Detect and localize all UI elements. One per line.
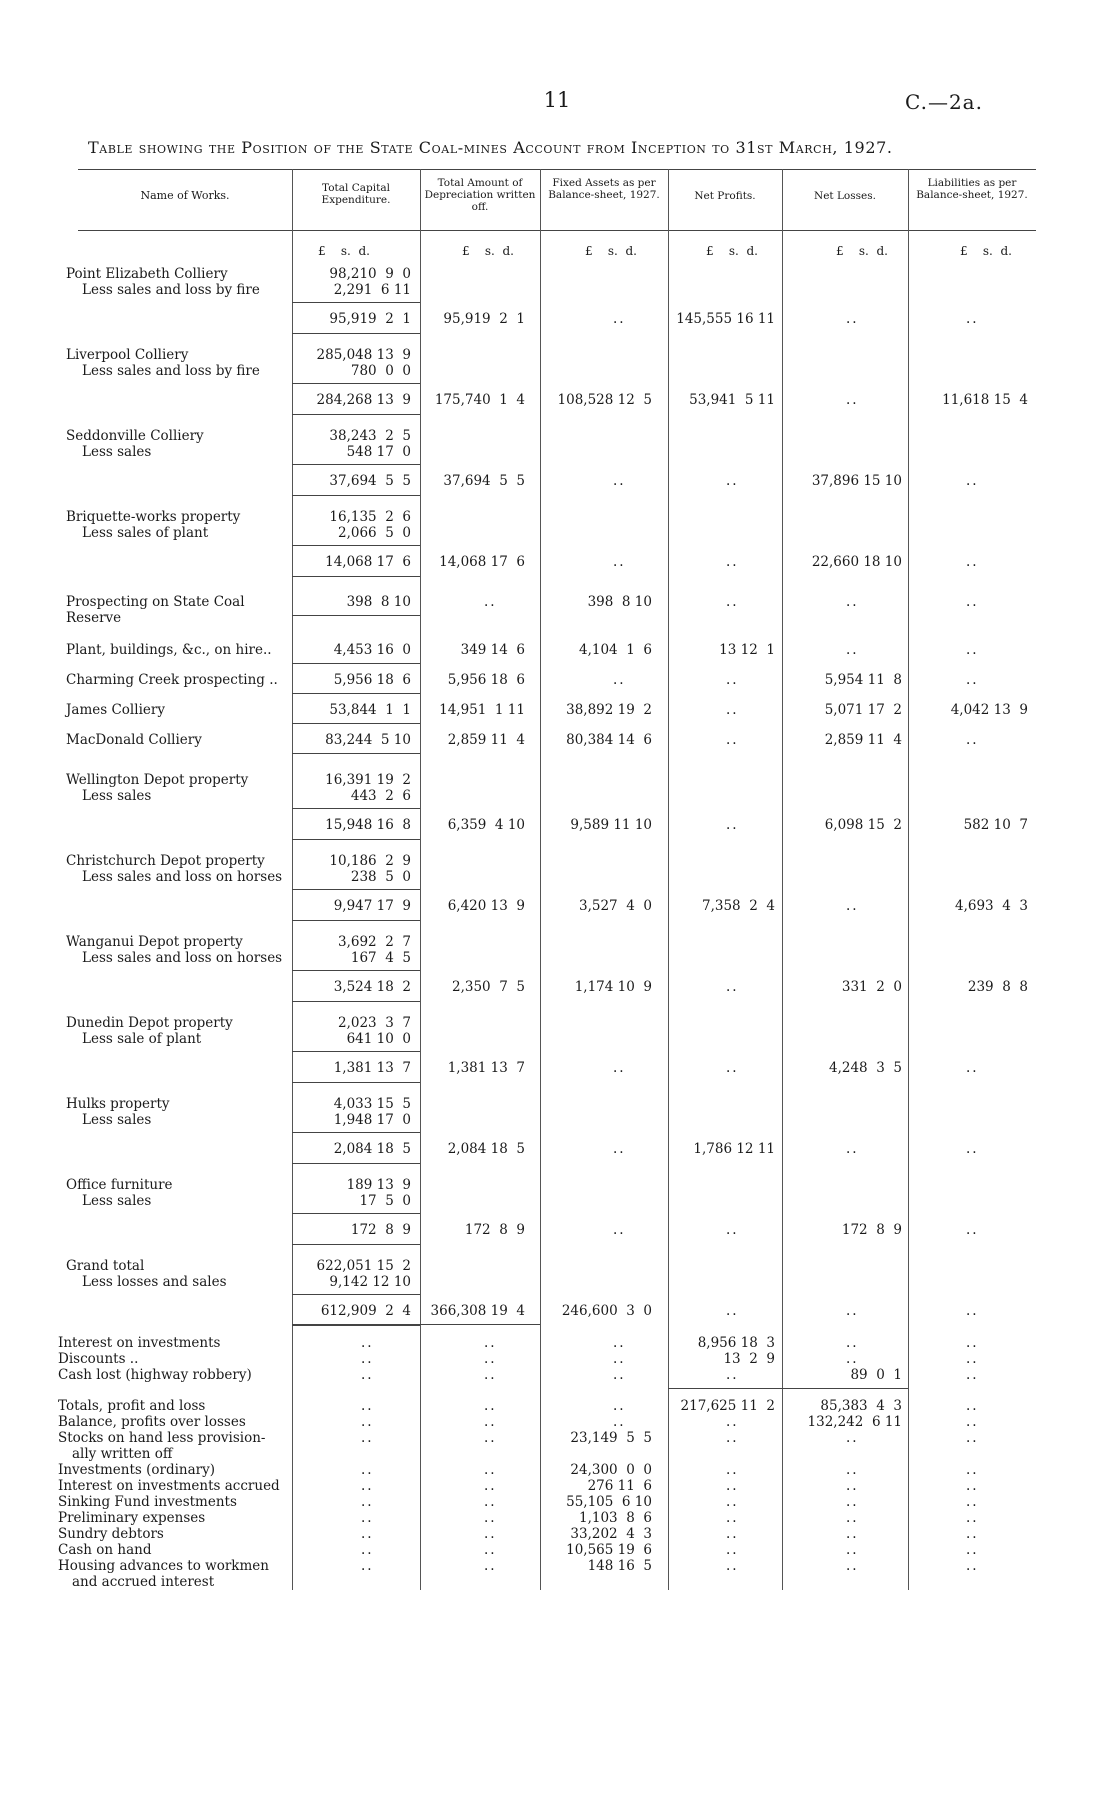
fixed-assets-cell: .. [613,1367,626,1383]
row-label: Sinking Fund investments [58,1494,237,1510]
net-loss-cell: .. [846,1335,859,1351]
rule [292,970,420,971]
net-loss-cell: 4,248 3 5 [829,1060,902,1076]
document-reference: C.—2a. [905,90,983,114]
net-loss-cell: .. [846,1526,859,1542]
fixed-assets-cell: 9,589 11 10 [570,817,652,833]
capital-net: 15,948 16 8 [325,817,411,833]
fixed-assets-cell: 148 16 5 [587,1558,652,1574]
capital-deduction: 17 5 0 [359,1193,411,1209]
net-loss-cell: 172 8 9 [841,1222,902,1238]
capital-gross: 2,023 3 7 [338,1015,411,1031]
capital-gross: 3,692 2 7 [338,934,411,950]
fixed-assets-cell: 38,892 19 2 [566,702,652,718]
liabilities-cell: .. [966,1510,979,1526]
capital-net: 14,068 17 6 [325,554,411,570]
net-profit-cell: .. [726,1526,739,1542]
fixed-assets-cell: 398 8 10 [587,594,652,610]
column-rule [540,169,541,1590]
col-header-fixed-assets: Fixed Assets as per Balance-sheet, 1927. [548,177,660,201]
row-sublabel: Less losses and sales [82,1274,227,1290]
row-label: Housing advances to workmen [58,1558,269,1574]
capital-gross: 16,391 19 2 [325,772,411,788]
liabilities-cell: .. [966,1398,979,1414]
row-label: Christchurch Depot property [66,853,265,869]
net-profit-cell: .. [726,1303,739,1319]
rule [292,1294,420,1295]
net-loss-cell: .. [846,1462,859,1478]
net-profit-cell: .. [726,1430,739,1446]
col-header-name: Name of Works. [140,189,230,202]
capital-gross: 4,033 15 5 [333,1096,411,1112]
column-rule [908,169,909,1590]
fixed-assets-cell: .. [613,1335,626,1351]
fixed-assets-cell: 4,104 1 6 [579,642,652,658]
fixed-assets-cell: .. [613,1351,626,1367]
capital-gross: 285,048 13 9 [316,347,411,363]
row-sublabel: and accrued interest [72,1574,215,1590]
col-header-net-losses: Net Losses. [814,190,876,202]
row-sublabel: Less sales [82,788,152,804]
capital-net: 3,524 18 2 [333,979,411,995]
capital-gross: 189 13 9 [346,1177,411,1193]
depreciation-cell: 2,084 18 5 [447,1141,525,1157]
net-loss-cell: 89 0 1 [850,1367,902,1383]
liabilities-cell: .. [966,1060,979,1076]
row-label: Sundry debtors [58,1526,164,1542]
net-loss-cell: .. [846,1351,859,1367]
rule [292,663,420,664]
net-loss-cell: .. [846,594,859,610]
currency-units: £ s. d. [706,244,758,258]
col-header-net-profits: Net Profits. [694,190,756,202]
depreciation-cell: .. [484,1335,497,1351]
net-loss-cell: 22,660 18 10 [811,554,902,570]
grand-total-rule [292,1324,540,1325]
liabilities-cell: .. [966,473,979,489]
depreciation-cell: .. [484,1367,497,1383]
rule [292,383,420,384]
col-header-depreciation: Total Amount of Depreciation written off. [424,177,536,213]
net-loss-cell: .. [846,1542,859,1558]
currency-units: £ s. d. [585,244,637,258]
row-sublabel: Less sales [82,1193,152,1209]
profit-subtotal-rule [668,1388,782,1389]
column-rule [668,169,669,1590]
net-profit-cell: .. [726,594,739,610]
depreciation-cell: 2,350 7 5 [452,979,525,995]
net-loss-cell: .. [846,1494,859,1510]
depreciation-cell: 95,919 2 1 [443,311,525,327]
capital-net: 284,268 13 9 [316,392,411,408]
liabilities-cell: .. [966,1478,979,1494]
capital-deduction: 548 17 0 [346,444,411,460]
row-label: Charming Creek prospecting .. [66,672,278,688]
net-profit-cell: .. [726,1494,739,1510]
fixed-assets-cell: 23,149 5 5 [570,1430,652,1446]
depreciation-cell: 349 14 6 [460,642,525,658]
net-profit-cell: 1,786 12 11 [693,1141,775,1157]
net-profit-cell: 7,358 2 4 [702,898,775,914]
row-label: Cash on hand [58,1542,152,1558]
capital-deduction: 780 0 0 [350,363,411,379]
row-label: Cash lost (highway robbery) [58,1367,252,1383]
rule [292,1163,420,1164]
row-label: Wanganui Depot property [66,934,243,950]
net-profit-cell: 53,941 5 11 [689,392,775,408]
liabilities-cell: 4,042 13 9 [950,702,1028,718]
row-label: Preliminary expenses [58,1510,206,1526]
fixed-assets-cell: .. [613,1222,626,1238]
table-title: Table showing the Position of the State Coal-mines Account from Inception to 31st March, 1927. [88,138,893,157]
capital-gross: 622,051 15 2 [316,1258,411,1274]
fixed-assets-cell: 80,384 14 6 [566,732,652,748]
depreciation-cell: .. [484,1478,497,1494]
row-sublabel: Less sales and loss by fire [82,282,260,298]
fixed-assets-cell: 108,528 12 5 [557,392,652,408]
net-profit-cell: 13 12 1 [719,642,775,658]
net-loss-cell: .. [846,1478,859,1494]
depreciation-cell: .. [484,1510,497,1526]
capital-net: 5,956 18 6 [333,672,411,688]
capital-gross: 38,243 2 5 [329,428,411,444]
depreciation-cell: 175,740 1 4 [434,392,525,408]
net-profit-cell: .. [726,817,739,833]
rule [292,1244,420,1245]
fixed-assets-cell: 33,202 4 3 [570,1526,652,1542]
row-label: Plant, buildings, &c., on hire.. [66,642,272,658]
row-label: Interest on investments [58,1335,221,1351]
net-profit-cell: .. [726,1478,739,1494]
capital-gross: 98,210 9 0 [329,266,411,282]
net-profit-cell: 145,555 16 11 [676,311,775,327]
depreciation-cell: .. [484,1430,497,1446]
fixed-assets-cell: .. [613,311,626,327]
column-rule [782,169,783,1590]
liabilities-cell: 11,618 15 4 [942,392,1028,408]
row-label: Grand total [66,1258,145,1274]
liabilities-cell: .. [966,642,979,658]
currency-units: £ s. d. [318,244,370,258]
currency-units: £ s. d. [462,244,514,258]
fixed-assets-cell: 276 11 6 [587,1478,652,1494]
rule [292,723,420,724]
liabilities-cell: .. [966,1141,979,1157]
net-profit-cell: .. [726,732,739,748]
row-label: Prospecting on State Coal [66,594,245,610]
rule [292,464,420,465]
row-label: Dunedin Depot property [66,1015,233,1031]
capital-cell: .. [361,1462,374,1478]
capital-net: 612,909 2 4 [320,1303,411,1319]
depreciation-cell: .. [484,1494,497,1510]
fixed-assets-cell: .. [613,672,626,688]
net-loss-cell: .. [846,898,859,914]
depreciation-cell: .. [484,1526,497,1542]
column-rule [420,169,421,1590]
row-label: Stocks on hand less provision- [58,1430,266,1446]
liabilities-cell: .. [966,1222,979,1238]
rule [292,333,420,334]
rule [292,576,420,577]
depreciation-cell: .. [484,1351,497,1367]
header-bottom-rule [78,230,1036,231]
liabilities-cell: 239 8 8 [967,979,1028,995]
fixed-assets-cell: 246,600 3 0 [561,1303,652,1319]
header-top-rule [78,169,1036,170]
fixed-assets-cell: 3,527 4 0 [579,898,652,914]
net-loss-cell: 37,896 15 10 [811,473,902,489]
row-label: Hulks property [66,1096,170,1112]
capital-gross: 16,135 2 6 [329,509,411,525]
loss-subtotal-rule [782,1388,908,1389]
liabilities-cell: .. [966,1462,979,1478]
liabilities-cell: 4,693 4 3 [955,898,1028,914]
rule [292,302,420,303]
net-loss-cell: .. [846,311,859,327]
net-loss-cell: 6,098 15 2 [824,817,902,833]
net-profit-cell: .. [726,554,739,570]
depreciation-cell: .. [484,1558,497,1574]
net-profit-cell: .. [726,1367,739,1383]
rule [292,839,420,840]
net-profit-cell: 13 2 9 [723,1351,775,1367]
net-profit-cell: .. [726,672,739,688]
row-label: James Colliery [66,702,165,718]
depreciation-cell: .. [484,1462,497,1478]
liabilities-cell: .. [966,1351,979,1367]
capital-net: 53,844 1 1 [329,702,411,718]
row-sublabel: Less sales [82,444,152,460]
depreciation-cell: .. [484,1414,497,1430]
capital-cell: .. [361,1430,374,1446]
row-sublabel: Less sale of plant [82,1031,202,1047]
depreciation-cell: .. [484,1542,497,1558]
depreciation-cell: .. [484,1398,497,1414]
row-sublabel: Less sales and loss on horses [82,950,283,966]
liabilities-cell: .. [966,1494,979,1510]
capital-net: 83,244 5 10 [325,732,411,748]
liabilities-cell: 582 10 7 [963,817,1028,833]
net-loss-cell: 5,954 11 8 [824,672,902,688]
capital-cell: .. [361,1398,374,1414]
net-profit-cell: 217,625 11 2 [680,1398,775,1414]
fixed-assets-cell: .. [613,554,626,570]
capital-deduction: 2,066 5 0 [338,525,411,541]
rule [292,1213,420,1214]
fixed-assets-cell: 1,103 8 6 [579,1510,652,1526]
capital-cell: .. [361,1478,374,1494]
fixed-assets-cell: .. [613,1060,626,1076]
depreciation-cell: 14,068 17 6 [439,554,525,570]
net-profit-cell: .. [726,1222,739,1238]
fixed-assets-cell: 10,565 19 6 [566,1542,652,1558]
net-loss-cell: .. [846,1303,859,1319]
capital-deduction: 641 10 0 [346,1031,411,1047]
row-label: Liverpool Colliery [66,347,189,363]
row-label: Seddonville Colliery [66,428,204,444]
net-profit-cell: 8,956 18 3 [697,1335,775,1351]
row-sublabel: Less sales and loss by fire [82,363,260,379]
capital-net: 37,694 5 5 [329,473,411,489]
liabilities-cell: .. [966,554,979,570]
capital-net: 1,381 13 7 [333,1060,411,1076]
fixed-assets-cell: 1,174 10 9 [574,979,652,995]
rule [292,495,420,496]
net-profit-cell: .. [726,1542,739,1558]
row-label: Discounts .. [58,1351,139,1367]
row-label: MacDonald Colliery [66,732,202,748]
col-header-liabilities: Liabilities as per Balance-sheet, 1927. [916,177,1028,201]
capital-net: 95,919 2 1 [329,311,411,327]
capital-deduction: 2,291 6 11 [333,282,411,298]
row-sublabel: Less sales [82,1112,152,1128]
rule [292,1082,420,1083]
capital-cell: .. [361,1367,374,1383]
rule [292,920,420,921]
liabilities-cell: .. [966,1542,979,1558]
rule [292,889,420,890]
row-sublabel: Reserve [66,610,122,626]
rule [292,545,420,546]
capital-net: 9,947 17 9 [333,898,411,914]
liabilities-cell: .. [966,732,979,748]
rule [292,1325,420,1326]
rule [292,615,420,616]
depreciation-cell: 6,359 4 10 [447,817,525,833]
liabilities-cell: .. [966,1335,979,1351]
net-loss-cell: .. [846,642,859,658]
row-sublabel: Less sales and loss on horses [82,869,283,885]
net-loss-cell: .. [846,1510,859,1526]
liabilities-cell: .. [966,1414,979,1430]
capital-deduction: 167 4 5 [350,950,411,966]
fixed-assets-cell: .. [613,1141,626,1157]
rule [292,693,420,694]
liabilities-cell: .. [966,311,979,327]
row-label: Totals, profit and loss [58,1398,206,1414]
net-loss-cell: 85,383 4 3 [820,1398,902,1414]
depreciation-cell: 37,694 5 5 [443,473,525,489]
depreciation-cell: 172 8 9 [464,1222,525,1238]
fixed-assets-cell: .. [613,473,626,489]
net-loss-cell: .. [846,392,859,408]
currency-units: £ s. d. [960,244,1012,258]
row-label: Investments (ordinary) [58,1462,216,1478]
capital-gross: 10,186 2 9 [329,853,411,869]
net-loss-cell: 5,071 17 2 [824,702,902,718]
capital-deduction: 1,948 17 0 [333,1112,411,1128]
capital-cell: .. [361,1558,374,1574]
capital-cell: .. [361,1510,374,1526]
depreciation-cell: 6,420 13 9 [447,898,525,914]
net-profit-cell: .. [726,702,739,718]
net-profit-cell: .. [726,1462,739,1478]
capital-deduction: 443 2 6 [350,788,411,804]
liabilities-cell: .. [966,1526,979,1542]
net-loss-cell: .. [846,1141,859,1157]
depreciation-cell: 366,308 19 4 [430,1303,525,1319]
net-profit-cell: .. [726,979,739,995]
net-loss-cell: 331 2 0 [841,979,902,995]
currency-units: £ s. d. [836,244,888,258]
row-label: Interest on investments accrued [58,1478,280,1494]
row-label: Briquette-works property [66,509,241,525]
capital-deduction: 9,142 12 10 [329,1274,411,1290]
liabilities-cell: .. [966,1558,979,1574]
depreciation-cell: .. [484,594,497,610]
liabilities-cell: .. [966,1367,979,1383]
capital-net: 4,453 16 0 [333,642,411,658]
liabilities-cell: .. [966,672,979,688]
liabilities-cell: .. [966,1430,979,1446]
capital-cell: .. [361,1542,374,1558]
net-profit-cell: .. [726,1060,739,1076]
liabilities-cell: .. [966,594,979,610]
rule [292,1051,420,1052]
capital-net: 2,084 18 5 [333,1141,411,1157]
rule [292,414,420,415]
depreciation-cell: 14,951 1 11 [439,702,525,718]
rule [292,808,420,809]
col-header-capital: Total Capital Expenditure. [321,182,391,206]
depreciation-cell: 2,859 11 4 [447,732,525,748]
capital-deduction: 238 5 0 [350,869,411,885]
rule [292,753,420,754]
rule [292,1001,420,1002]
fixed-assets-cell: .. [613,1414,626,1430]
fixed-assets-cell: 24,300 0 0 [570,1462,652,1478]
capital-cell: .. [361,1414,374,1430]
capital-cell: .. [361,1335,374,1351]
fixed-assets-cell: 55,105 6 10 [566,1494,652,1510]
net-profit-cell: .. [726,473,739,489]
row-label: Wellington Depot property [66,772,249,788]
row-label: Office furniture [66,1177,173,1193]
capital-cell: .. [361,1526,374,1542]
page-number: 11 [543,88,571,112]
row-sublabel: Less sales of plant [82,525,209,541]
capital-cell: .. [361,1494,374,1510]
net-profit-cell: .. [726,1510,739,1526]
depreciation-cell: 1,381 13 7 [447,1060,525,1076]
row-label: Balance, profits over losses [58,1414,246,1430]
net-loss-cell: 132,242 6 11 [807,1414,902,1430]
depreciation-cell: 5,956 18 6 [447,672,525,688]
row-label: Point Elizabeth Colliery [66,266,228,282]
net-loss-cell: .. [846,1430,859,1446]
net-loss-cell: 2,859 11 4 [824,732,902,748]
net-profit-cell: .. [726,1414,739,1430]
capital-net: 398 8 10 [346,594,411,610]
capital-net: 172 8 9 [350,1222,411,1238]
net-profit-cell: .. [726,1558,739,1574]
liabilities-cell: .. [966,1303,979,1319]
row-sublabel: ally written off [72,1446,173,1462]
capital-cell: .. [361,1351,374,1367]
rule [292,1132,420,1133]
fixed-assets-cell: .. [613,1398,626,1414]
net-loss-cell: .. [846,1558,859,1574]
